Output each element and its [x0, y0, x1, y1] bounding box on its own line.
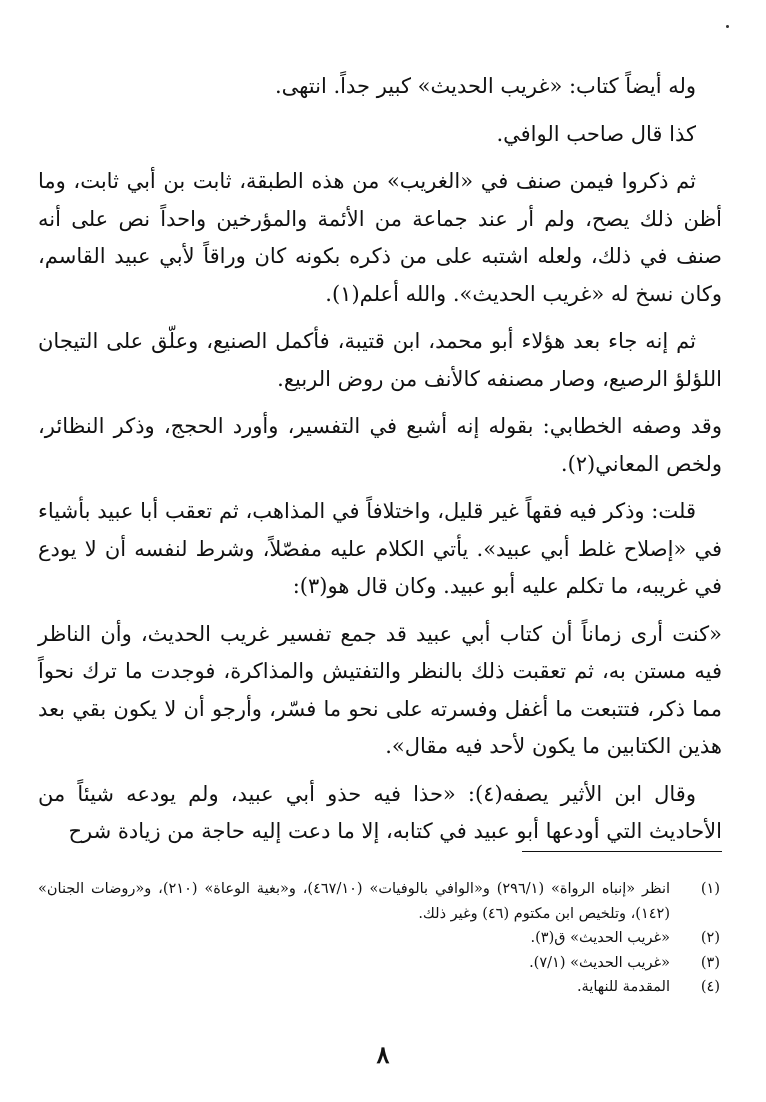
- paragraph: قلت: وذكر فيه فقهاً غير قليل، واختلافاً في المذاهب، ثم تعقب أبا عبيد بأشياء في «إصلاح غلط أبي عبيد». يأتي الكلام عليه مفصّلاً، وشرط لنفسه أن لا يودع في غريبه، ما تكلم عليه أبو عبيد. وكان قال هو(٣):: [38, 499, 722, 598]
- footnote: [38, 951, 720, 976]
- footnote-text: المقدمة للنهاية.: [576, 979, 670, 995]
- paragraph: كذا قال صاحب الوافي.: [496, 121, 696, 146]
- footnote-number: (٤): [700, 979, 720, 995]
- footnote-text: انظر «إنباه الرواة» (٢٩٦/١) و«الوافي بالوفيات» (٤٦٧/١٠)، و«بغية الوعاة» (٢١٠)، و«روضات الجنان» (١٤٢)، وتلخيص ابن مكتوم (٤٦) وغير ذلك.: [38, 881, 671, 922]
- footnote: [38, 926, 720, 951]
- footnotes: [38, 877, 720, 1000]
- paragraph: وقال ابن الأثير يصفه(٤): «حذا فيه حذو أبي عبيد، ولم يودعه شيئاً من الأحاديث التي أودعها أبو عبيد في كتابه، إلا ما دعت إليه حاجة من زيادة شرح: [38, 781, 722, 843]
- scan-speck: [726, 25, 729, 28]
- footnote-divider: [522, 851, 722, 852]
- footnote: [38, 877, 720, 926]
- main-text: [38, 68, 722, 861]
- footnote-text: «غريب الحديث» (٧/١).: [529, 954, 670, 971]
- footnote-number: (٢): [700, 930, 720, 946]
- footnote-number: (١): [700, 881, 721, 897]
- footnote: [38, 975, 720, 1000]
- footnote-number: (٣): [700, 954, 720, 971]
- footnote-text: «غريب الحديث» ق(٣).: [530, 930, 670, 946]
- quotation-paragraph: «كنت أرى زماناً أن كتاب أبي عبيد قد جمع تفسير غريب الحديث، وأن الناظر فيه مستن به، ثم تعقبت ذلك بالنظر والتفتيش والمذاكرة، فوجدت ما ترك نحواً مما ذكر، فتتبعت ما أغفل وفسرته على نحو ما فسّر، وأرجو أن لا يكون بقي بعد هذين الكتابين ما يكون لأحد فيه مقال».: [38, 621, 722, 758]
- paragraph: وقد وصفه الخطابي: بقوله إنه أشبع في التفسير، وأورد الحجج، وذكر النظائر، ولخص المعاني(٢).: [38, 414, 722, 476]
- page-number: ٨: [376, 1040, 390, 1069]
- paragraph: ثم إنه جاء بعد هؤلاء أبو محمد، ابن قتيبة، فأكمل الصنيع، وعلّق على التيجان اللؤلؤ الرصيع، وصار مصنفه كالأنف من روض الربيع.: [38, 329, 722, 391]
- paragraph: وله أيضاً كتاب: «غريب الحديث» كبير جداً. انتهى.: [274, 74, 696, 98]
- paragraph: ثم ذكروا فيمن صنف في «الغريب» من هذه الطبقة، ثابت بن أبي ثابت، وما أظن ذلك يصح، ولم أر عند جماعة من الأئمة والمؤرخين واحداً نص على أنه صنف في ذلك، ولعله اشتبه على من ذكره بكونه كان وراقاً لأبي عبيد القاسم، وكان نسخ له «غريب الحديث». والله أعلم(١).: [38, 169, 722, 306]
